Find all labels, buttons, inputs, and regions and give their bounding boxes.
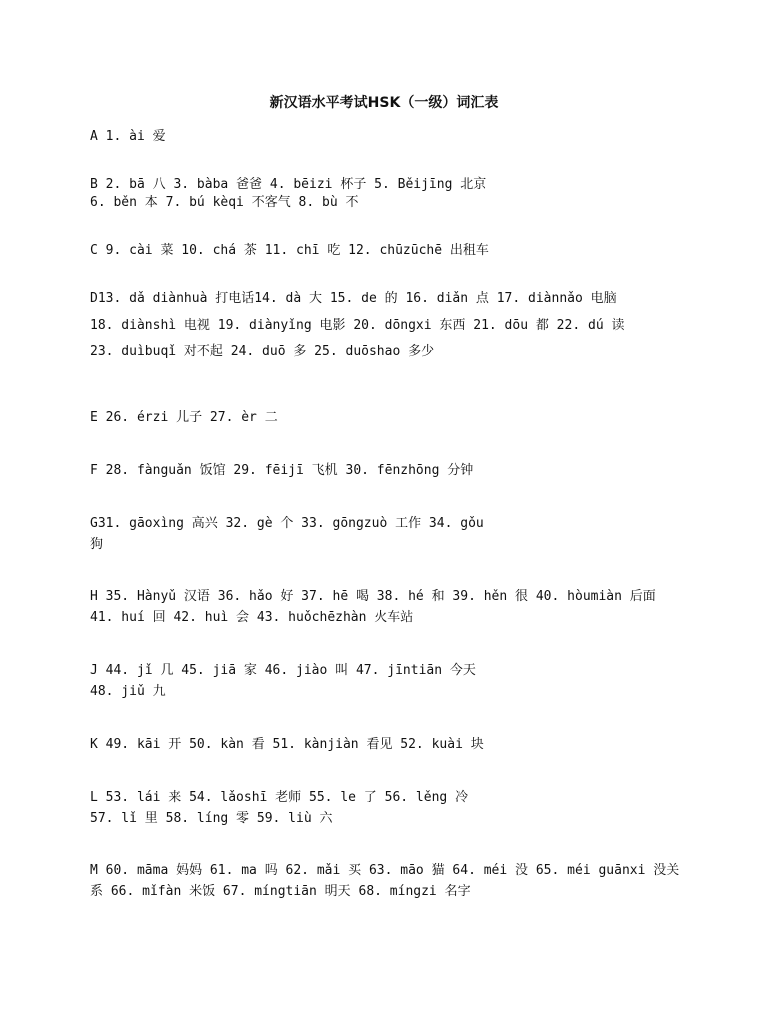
section-f-line-1: F 28. fànguǎn 饭馆 29. fēijī 飞机 30. fēnzhōng 分钟 (90, 463, 474, 478)
section-g-line-1: G31. gāoxìng 高兴 32. gè 个 33. gōngzuò 工作 34. gǒu (90, 516, 484, 531)
section-l-line-2: 57. lǐ 里 58. líng 零 59. liù 六 (90, 811, 333, 826)
section-k-line-1: K 49. kāi 开 50. kàn 看 51. kànjiàn 看见 52. kuài 块 (90, 737, 484, 752)
document-title: 新汉语水平考试HSK（一级）词汇表 (269, 95, 499, 111)
section-g-line-2: 狗 (90, 537, 104, 552)
section-d-line-1: D13. dǎ diànhuà 打电话14. dà 大 15. de 的 16. diǎn 点 17. diànnǎo 电脑 (90, 291, 617, 306)
section-h-line-2: 41. huí 回 42. huì 会 43. huǒchēzhàn 火车站 (90, 610, 414, 625)
section-m-line-2: 系 66. mǐfàn 米饭 67. míngtiān 明天 68. míngzi 名字 (90, 884, 471, 899)
section-j-line-1: J 44. jǐ 几 45. jiā 家 46. jiào 叫 47. jīntiān 今天 (90, 663, 476, 678)
section-c-line-1: C 9. cài 菜 10. chá 茶 11. chī 吃 12. chūzūchē 出租车 (90, 243, 489, 258)
section-d-line-2: 18. diànshì 电视 19. diànyǐng 电影 20. dōngxi 东西 21. dōu 都 22. dú 读 (90, 318, 625, 333)
section-a-line-1: A 1. ài 爱 (90, 129, 166, 144)
section-l-line-1: L 53. lái 来 54. lǎoshī 老师 55. le 了 56. lěng 冷 (90, 790, 469, 805)
section-m-line-1: M 60. māma 妈妈 61. ma 吗 62. mǎi 买 63. māo 猫 64. méi 没 65. méi guānxi 没关 (90, 863, 680, 878)
section-h-line-1: H 35. Hànyǔ 汉语 36. hǎo 好 37. hē 喝 38. hé 和 39. hěn 很 40. hòumiàn 后面 (90, 589, 656, 604)
section-e-line-1: E 26. érzi 儿子 27. èr 二 (90, 410, 278, 425)
section-b-line-1: B 2. bā 八 3. bàba 爸爸 4. bēizi 杯子 5. Běijīng 北京 (90, 177, 487, 192)
section-d-line-3: 23. duìbuqǐ 对不起 24. duō 多 25. duōshao 多少 (90, 344, 435, 359)
section-b-line-2: 6. běn 本 7. bú kèqi 不客气 8. bù 不 (90, 195, 359, 210)
section-j-line-2: 48. jiǔ 九 (90, 684, 166, 699)
